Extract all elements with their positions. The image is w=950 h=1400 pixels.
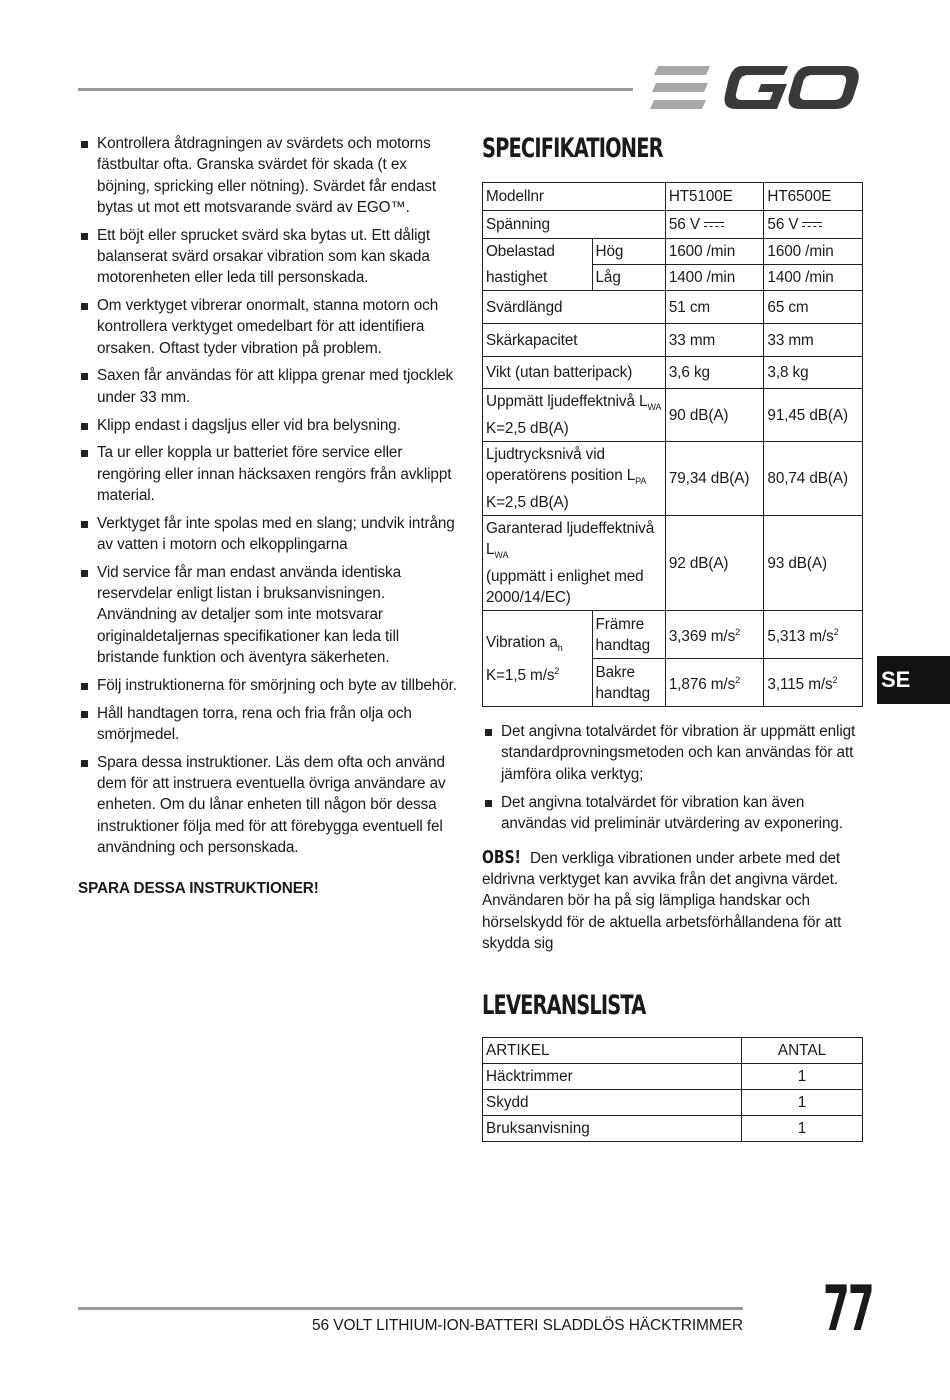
- table-cell: Vikt (utan batteripack): [483, 357, 666, 389]
- table-cell: 51 cm: [665, 291, 764, 324]
- guaranteed-lwa-label: 2000/14/EC): [486, 589, 571, 607]
- superscript: 2: [735, 675, 741, 686]
- vibration-value: 1,876 m/s: [668, 676, 736, 694]
- table-cell: Hög: [592, 239, 665, 265]
- table-cell: 92 dB(A): [665, 516, 764, 611]
- table-cell: 65 cm: [764, 291, 863, 324]
- superscript: 2: [735, 627, 741, 638]
- table-cell: Låg: [592, 265, 665, 291]
- table-header-row: [483, 1038, 863, 1064]
- table-cell: Skydd: [483, 1090, 742, 1116]
- table-cell: Obelastad: [483, 239, 593, 265]
- save-instructions-note: SPARA DESSA INSTRUKTIONER!: [78, 880, 319, 898]
- list-item: Ta ur eller koppla ur batteriet före service eller rengöring eller innan häcksaxen rengörs från avklippt material.: [78, 442, 463, 506]
- table-cell: 90 dB(A): [665, 389, 764, 442]
- table-cell: HT6500E: [764, 183, 863, 211]
- table-cell: [665, 611, 764, 659]
- table-cell: [483, 389, 666, 442]
- obs-paragraph: [482, 847, 867, 954]
- obs-text: Den verkliga vibrationen under arbete med det eldrivna verktyget kan avvika från det angivna värdet. Användaren bör ha på sig lämpliga handskar och hörselskydd för de aktuella arbetsförhållandena för att skydda sig: [482, 849, 842, 952]
- vibration-value: 3,369 m/s: [668, 628, 736, 646]
- table-cell: [764, 659, 863, 707]
- lpa-label: operatörens position L: [486, 467, 636, 485]
- spec-title: SPECIFIKATIONER: [482, 133, 663, 164]
- lpa-uncertainty: K=2,5 dB(A): [486, 494, 569, 512]
- table-row: [483, 1090, 863, 1116]
- table-cell: [764, 211, 863, 239]
- table-row: [483, 239, 863, 265]
- leverans-title: LEVERANSLISTA: [482, 990, 646, 1022]
- table-row: [483, 389, 863, 442]
- table-header-cell: ANTAL: [742, 1038, 863, 1064]
- table-row: [483, 357, 863, 389]
- table-cell: 1400 /min: [764, 265, 863, 291]
- table-cell: 93 dB(A): [764, 516, 863, 611]
- guaranteed-lwa-label: Garanterad ljudeffektnivå L: [486, 520, 655, 559]
- table-cell: 1: [742, 1090, 863, 1116]
- superscript: 2: [833, 627, 839, 638]
- dc-symbol-icon: [802, 221, 822, 229]
- front-handle-label: handtag: [595, 636, 651, 654]
- superscript: 2: [554, 665, 560, 676]
- list-item: Det angivna totalvärdet för vibration kan även användas vid preliminär utvärdering av exponering.: [482, 792, 867, 835]
- table-cell: HT5100E: [665, 183, 764, 211]
- table-cell: 1600 /min: [764, 239, 863, 265]
- list-item: Kontrollera åtdragningen av svärdets och motorns fästbultar ofta. Granska svärdet för skada (t ex böjning, spricking eller nötning). Svärdet får endast bytas ut mot ett motsvarande svärd av EGO™.: [78, 133, 463, 218]
- table-cell: [483, 516, 666, 611]
- list-item: Verktyget får inte spolas med en slang; undvik intrång av vatten i motorn och elkopplingarna: [78, 513, 463, 556]
- table-cell: [764, 611, 863, 659]
- table-row: [483, 265, 863, 291]
- vibration-value: 5,313 m/s: [767, 628, 834, 646]
- obs-label: OBS!: [482, 846, 521, 868]
- list-item: Saxen får användas för att klippa grenar med tjocklek under 33 mm.: [78, 365, 463, 408]
- table-cell: [592, 659, 665, 707]
- footer-rule: [78, 1307, 743, 1310]
- table-cell: Skärkapacitet: [483, 324, 666, 357]
- footer-title: 56 VOLT LITHIUM-ION-BATTERI SLADDLÖS HÄCKTRIMMER: [312, 1317, 743, 1334]
- voltage-value: 56 V: [767, 216, 799, 233]
- table-cell: Modellnr: [483, 183, 666, 211]
- table-cell: [483, 442, 666, 516]
- dc-symbol-icon: [704, 221, 724, 229]
- table-cell: 33 mm: [665, 324, 764, 357]
- vibration-uncertainty: K=1,5 m/s: [486, 666, 555, 684]
- table-row: [483, 211, 863, 239]
- table-row: [483, 442, 863, 516]
- table-cell: Häcktrimmer: [483, 1064, 742, 1090]
- table-cell: 1600 /min: [665, 239, 764, 265]
- table-cell: 1400 /min: [665, 265, 764, 291]
- table-row: [483, 516, 863, 611]
- table-row: [483, 291, 863, 324]
- vibration-label: Vibration a: [486, 633, 558, 651]
- rear-handle-label: handtag: [595, 684, 651, 702]
- list-item: Ett böjt eller sprucket svärd ska bytas ut. Ett dåligt balanserat svärd orsakar vibration som kan skada motorenheten eller leda till personskada.: [78, 225, 463, 289]
- front-handle-label: Främre: [595, 615, 645, 633]
- table-cell: 1: [742, 1116, 863, 1142]
- table-row: [483, 611, 863, 659]
- vibration-value: 3,115 m/s: [767, 676, 833, 694]
- voltage-value: 56 V: [668, 216, 700, 233]
- lpa-subscript: PA: [635, 476, 647, 487]
- table-cell: [665, 211, 764, 239]
- table-row: [483, 183, 863, 211]
- list-item: Vid service får man endast använda identiska reservdelar enligt listan i bruksanvisningen. Användning av detaljer som inte motsvarar originaldetaljernas specifikationer kan leda till bristande funktion och äventyra säkerheten.: [78, 562, 463, 668]
- table-cell: hastighet: [483, 265, 593, 291]
- list-item: Följ instruktionerna för smörjning och byte av tillbehör.: [78, 675, 463, 696]
- table-row: [483, 324, 863, 357]
- guaranteed-lwa-label: (uppmätt i enlighet med: [486, 568, 644, 586]
- table-cell: Svärdlängd: [483, 291, 666, 324]
- list-item: Om verktyget vibrerar onormalt, stanna motorn och kontrollera verktyget omedelbart för att identifiera orsaken. Oftast tyder vibration på problem.: [78, 295, 463, 359]
- spec-table: [482, 182, 863, 707]
- glwa-subscript: WA: [494, 550, 509, 561]
- rear-handle-label: Bakre: [595, 663, 635, 681]
- table-header-cell: ARTIKEL: [483, 1038, 742, 1064]
- right-column: [482, 133, 867, 1142]
- header-rule: [78, 88, 633, 91]
- table-cell: Bruksanvisning: [483, 1116, 742, 1142]
- table-cell: Spänning: [483, 211, 666, 239]
- table-row: [483, 1064, 863, 1090]
- superscript: 2: [832, 675, 838, 686]
- table-row: [483, 1116, 863, 1142]
- vibration-subscript: h: [557, 642, 563, 653]
- table-cell: [483, 611, 593, 707]
- table-cell: 3,8 kg: [764, 357, 863, 389]
- lwa-subscript: WA: [647, 402, 662, 413]
- table-cell: 33 mm: [764, 324, 863, 357]
- list-item: Klipp endast i dagsljus eller vid bra belysning.: [78, 415, 463, 436]
- list-item: Håll handtagen torra, rena och fria från olja och smörjmedel.: [78, 703, 463, 746]
- table-cell: 3,6 kg: [665, 357, 764, 389]
- table-cell: 1: [742, 1064, 863, 1090]
- left-column: [78, 133, 463, 898]
- ego-logo: [650, 62, 862, 114]
- table-cell: 79,34 dB(A): [665, 442, 764, 516]
- table-cell: [592, 611, 665, 659]
- delivery-table: [482, 1037, 863, 1142]
- page-number: 77: [823, 1272, 873, 1345]
- list-item: Spara dessa instruktioner. Läs dem ofta och använd dem för att instruera eventuella övriga användare av enheten. Om du lånar enheten till någon bör dessa instruktioner följa med för att förebygga eventuell fel användning och personskada.: [78, 752, 463, 858]
- lpa-label: Ljudtrycksnivå vid: [486, 446, 605, 464]
- language-tab: SE: [877, 656, 950, 704]
- lwa-uncertainty: K=2,5 dB(A): [486, 420, 569, 438]
- lwa-label: Uppmätt ljudeffektnivå L: [486, 393, 648, 410]
- vibration-notes-list: [482, 721, 867, 834]
- safety-bullet-list: [78, 133, 463, 858]
- table-cell: 80,74 dB(A): [764, 442, 863, 516]
- table-cell: [665, 659, 764, 707]
- list-item: Det angivna totalvärdet för vibration är uppmätt enligt standardprovningsmetoden och kan användas för att jämföra olika verktyg;: [482, 721, 867, 785]
- table-cell: 91,45 dB(A): [764, 389, 863, 442]
